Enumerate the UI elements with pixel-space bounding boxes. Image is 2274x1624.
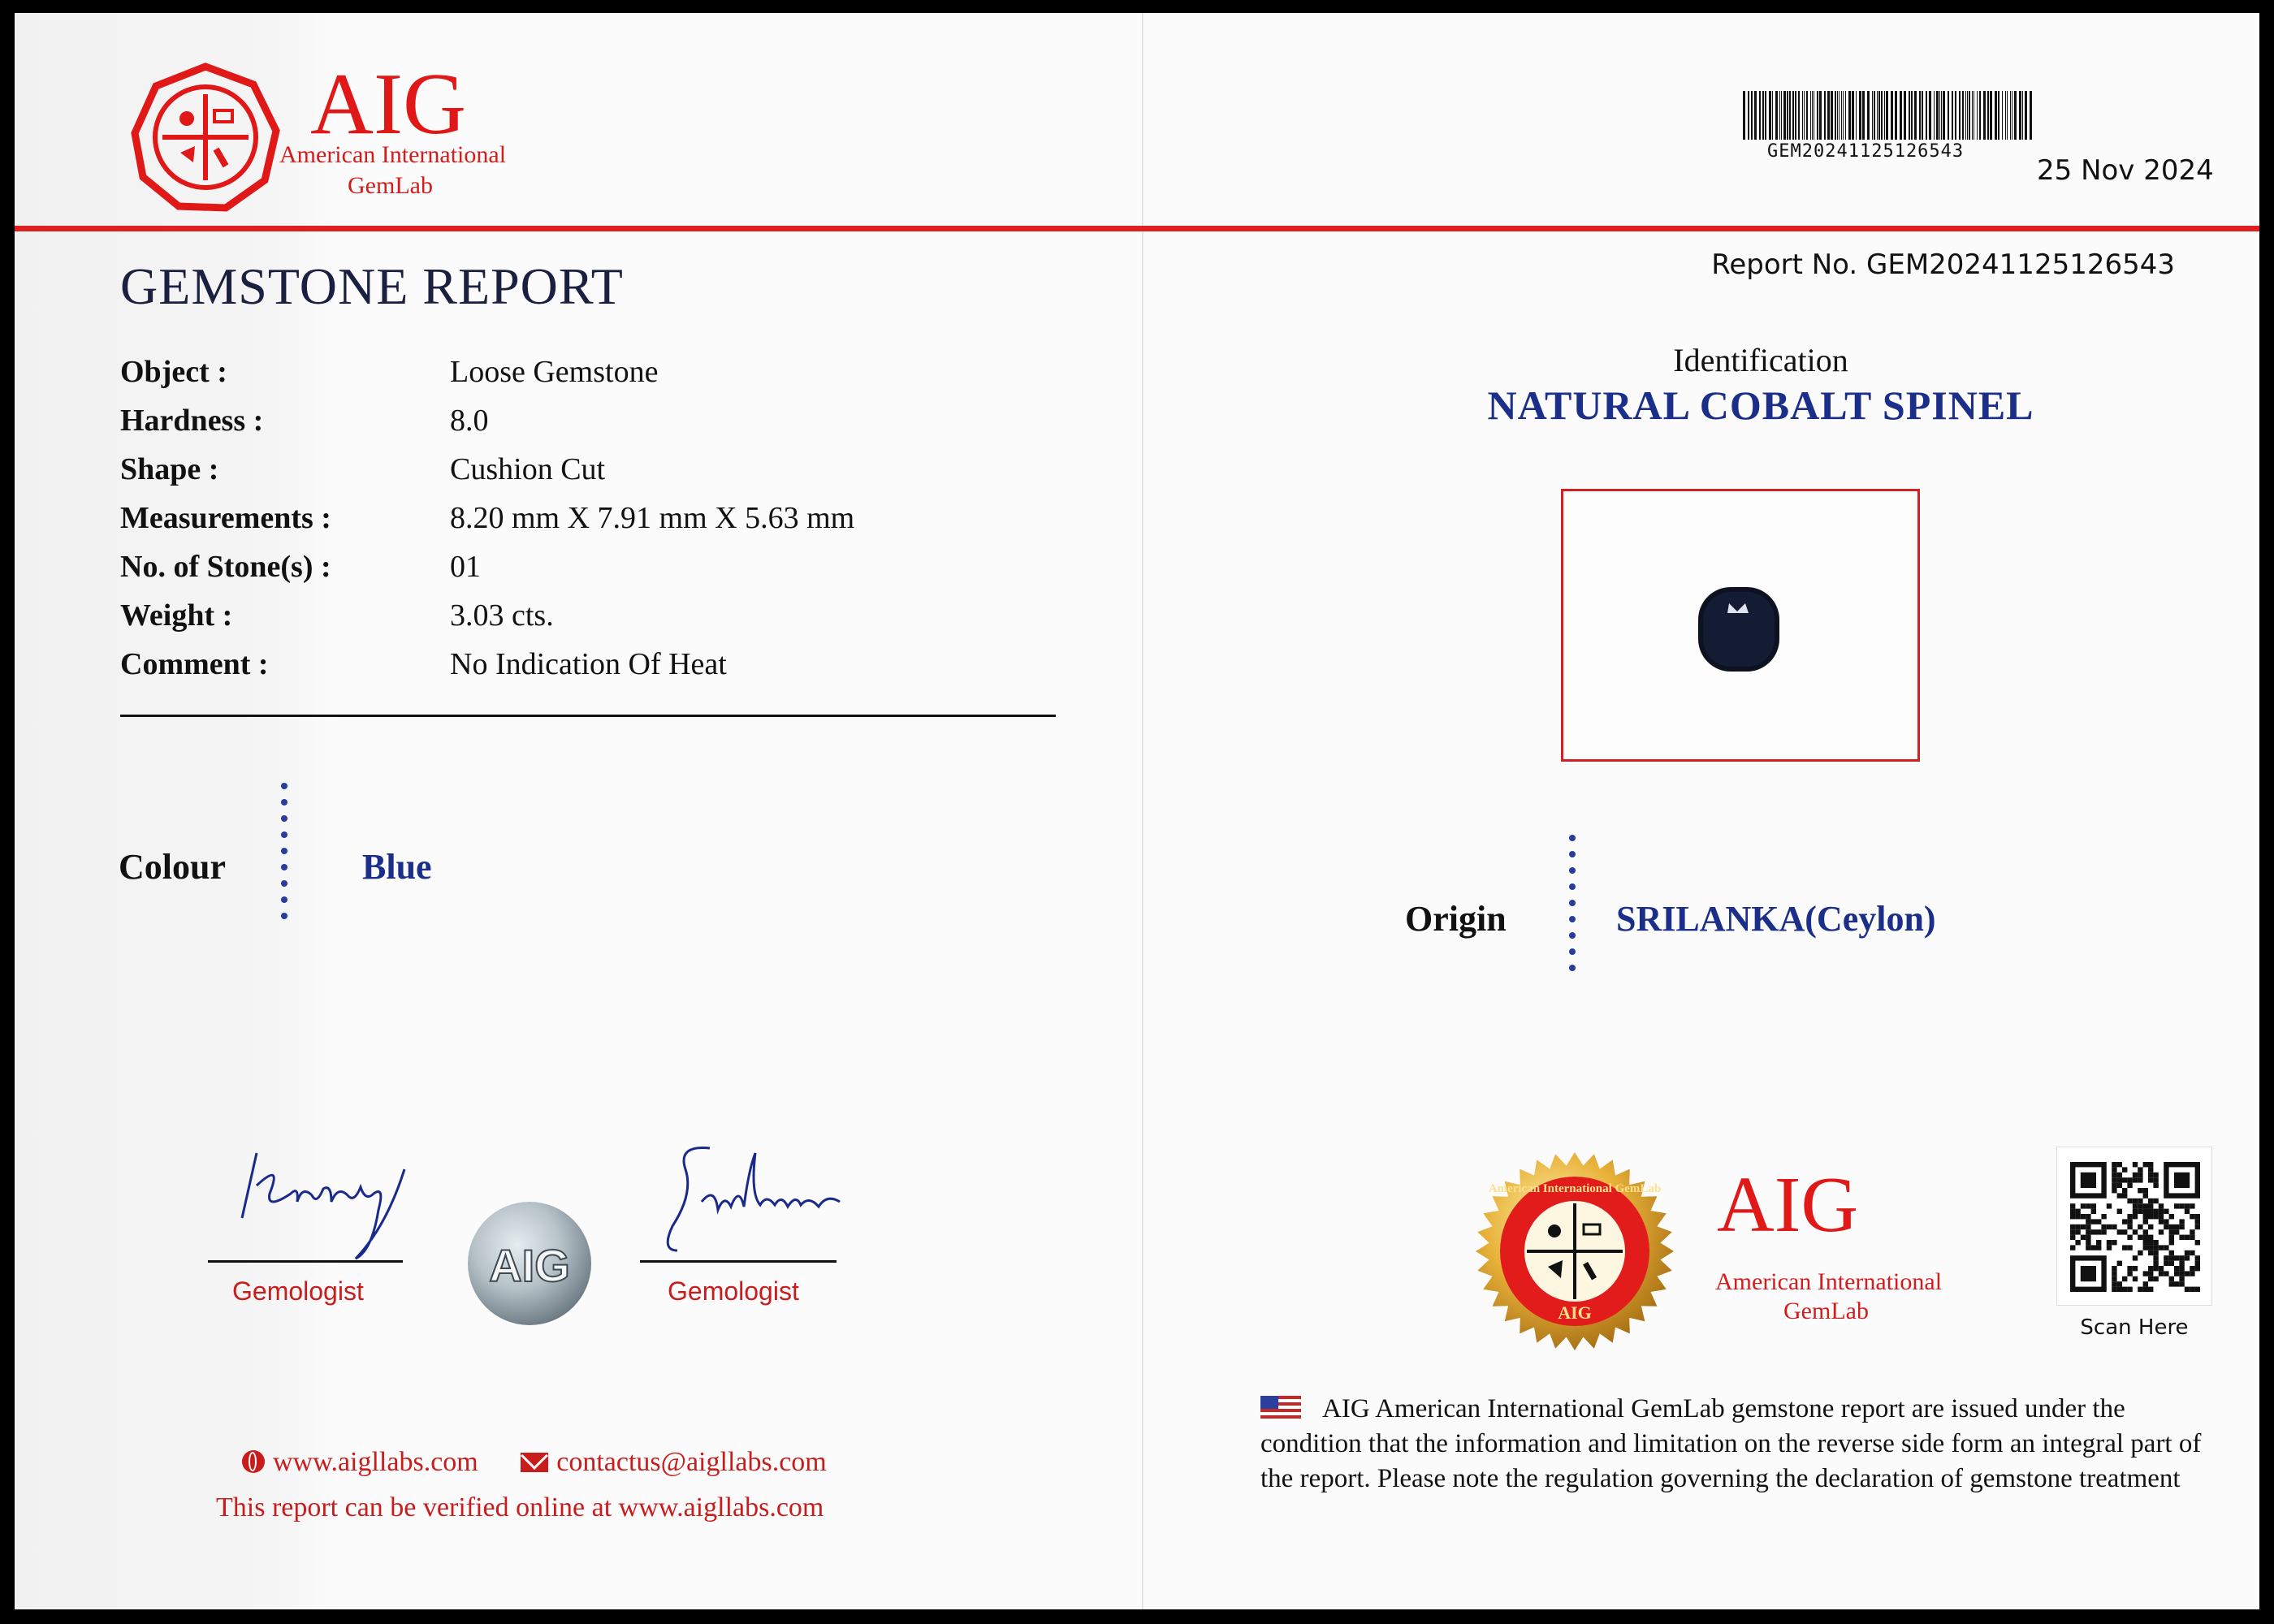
paper-shade — [15, 13, 339, 1609]
aig-seal-logo-icon — [130, 62, 281, 213]
brand-name-line2: GemLab — [348, 172, 433, 199]
origin-dotted-divider — [1569, 835, 1576, 981]
seal-center-text: AIG — [1558, 1302, 1592, 1323]
seal-ring-text: American International GemLab — [1488, 1182, 1662, 1195]
detail-value: 01 — [450, 550, 481, 584]
gemologist-title-left: Gemologist — [232, 1276, 364, 1306]
gemologist-signature-left-icon — [234, 1137, 421, 1267]
email-icon — [521, 1453, 548, 1472]
us-flag-icon — [1260, 1396, 1301, 1420]
details-divider — [120, 715, 1056, 717]
identification-label: Identification — [1673, 342, 1848, 378]
detail-label: Weight : — [120, 598, 233, 633]
colour-dotted-divider — [281, 783, 287, 929]
detail-label: Shape : — [120, 452, 219, 486]
globe-icon — [242, 1450, 265, 1473]
verify-online-text: This report can be verified online at www.aigllabs.com — [216, 1492, 824, 1522]
aig-logo-text: AIG — [310, 56, 466, 153]
detail-value: Cushion Cut — [450, 452, 606, 486]
detail-label: Measurements : — [120, 501, 331, 535]
colour-value: Blue — [362, 847, 432, 887]
signature-line-left — [208, 1260, 403, 1263]
gemstone-photo-frame — [1561, 489, 1920, 762]
hologram-text: AIG — [489, 1240, 570, 1291]
footer-brand-line2: GemLab — [1783, 1298, 1869, 1324]
detail-value: No Indication Of Heat — [450, 647, 727, 681]
legal-notice-text: AIG American International GemLab gemstone report are issued under the condition that the information and limitation on the reverse side form an integral part of the report. Please note the regulation governing the declaration of gemstone treatment — [1260, 1394, 2202, 1493]
detail-value: Loose Gemstone — [450, 355, 659, 389]
gemologist-title-right: Gemologist — [668, 1276, 799, 1306]
contact-row — [242, 1447, 827, 1478]
legal-notice — [1260, 1392, 2211, 1497]
center-fold — [1142, 13, 1143, 1609]
identification-value: NATURAL COBALT SPINEL — [1487, 382, 2034, 428]
qr-code-frame[interactable] — [2056, 1147, 2212, 1306]
detail-value: 8.0 — [450, 404, 489, 438]
aig-hologram-icon — [468, 1202, 591, 1325]
header-red-rule — [15, 226, 2259, 231]
qr-code-icon — [2070, 1162, 2200, 1292]
page-title: GEMSTONE REPORT — [120, 257, 624, 315]
certificate-sheet — [15, 13, 2259, 1609]
aig-footer-logo-text: AIG — [1717, 1161, 1859, 1249]
origin-value: SRILANKA(Ceylon) — [1616, 899, 1936, 939]
report-date: 25 Nov 2024 — [2037, 154, 2214, 187]
footer-brand-line1: American International — [1715, 1268, 1943, 1295]
origin-label: Origin — [1405, 899, 1507, 939]
barcode-number: GEM20241125126543 — [1767, 141, 1965, 162]
detail-value: 3.03 cts. — [450, 598, 554, 633]
detail-label: No. of Stone(s) : — [120, 550, 331, 584]
detail-label: Comment : — [120, 647, 269, 681]
website-link[interactable]: www.aigllabs.com — [273, 1447, 478, 1477]
detail-value: 8.20 mm X 7.91 mm X 5.63 mm — [450, 501, 855, 535]
brand-name-line1: American International — [279, 141, 507, 168]
colour-label: Colour — [119, 847, 226, 887]
gemologist-signature-right-icon — [653, 1137, 848, 1267]
gold-seal-icon — [1473, 1150, 1676, 1353]
email-link[interactable]: contactus@aigllabs.com — [556, 1447, 827, 1477]
gemstone-image-icon — [1695, 584, 1783, 675]
signature-line-right — [640, 1260, 837, 1263]
detail-label: Object : — [120, 355, 227, 389]
report-number: Report No. GEM20241125126543 — [1711, 248, 2175, 281]
detail-label: Hardness : — [120, 404, 264, 438]
qr-caption: Scan Here — [2080, 1315, 2189, 1340]
